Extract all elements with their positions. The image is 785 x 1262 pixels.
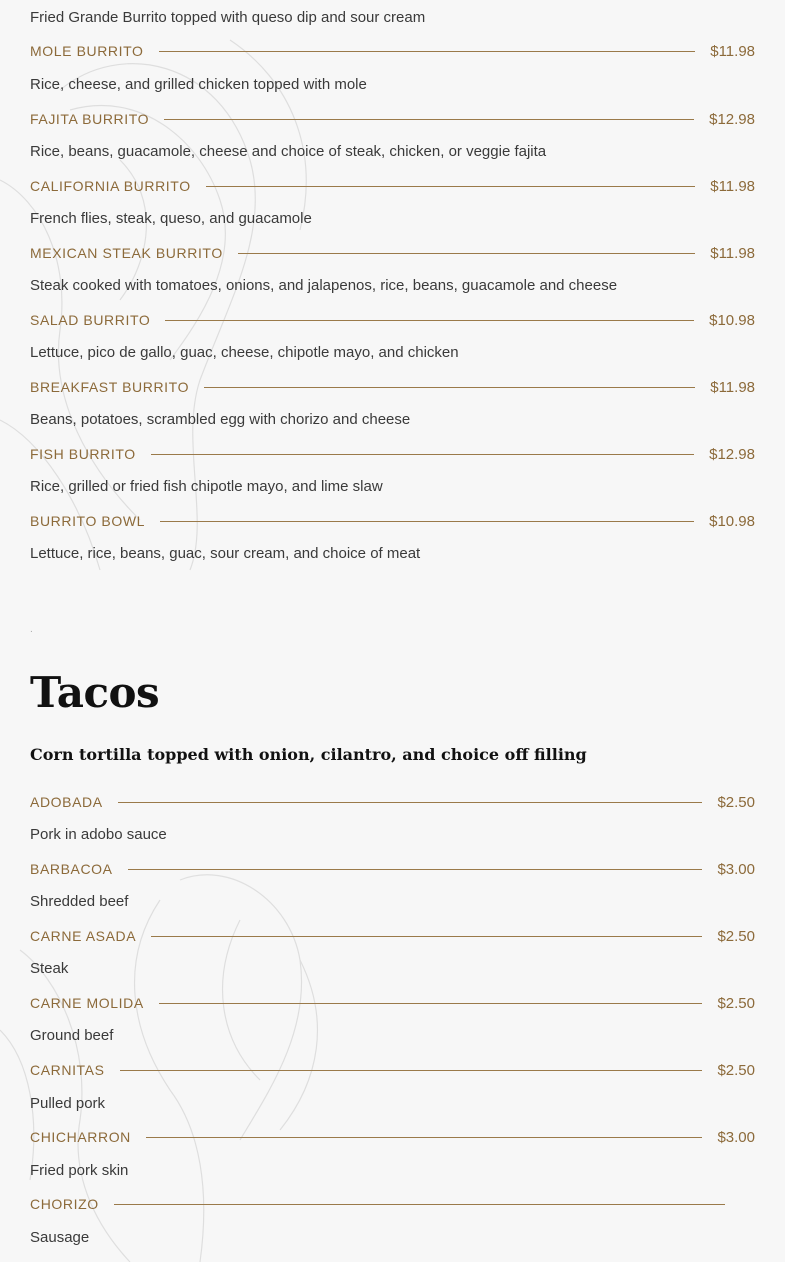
menu-item-barbacoa xyxy=(30,859,755,879)
price-leader-line xyxy=(128,869,703,870)
menu-item-carne-molida xyxy=(30,993,755,1013)
item-price: $12.98 xyxy=(709,445,755,463)
price-leader-line xyxy=(159,51,696,52)
item-name: BREAKFAST BURRITO xyxy=(30,379,190,395)
menu-item-chorizo xyxy=(30,1194,740,1214)
item-description: Pulled pork xyxy=(30,1095,106,1112)
item-name: FISH BURRITO xyxy=(30,446,136,462)
item-name: SALAD BURRITO xyxy=(30,312,151,328)
item-description: Sausage xyxy=(30,1229,90,1246)
item-name: CHICHARRON xyxy=(30,1129,131,1145)
menu-item-breakfast-burrito xyxy=(30,377,755,397)
item-description: Fried pork skin xyxy=(30,1162,129,1179)
menu-item-chicharron xyxy=(30,1127,755,1147)
item-name: CARNITAS xyxy=(30,1062,105,1078)
item-name: BURRITO BOWL xyxy=(30,513,146,529)
item-name: CALIFORNIA BURRITO xyxy=(30,178,191,194)
menu-item-fish-burrito xyxy=(30,444,755,464)
item-description: Ground beef xyxy=(30,1027,114,1044)
item-price: $2.50 xyxy=(717,1061,755,1079)
item-price: $11.98 xyxy=(710,177,755,195)
item-description: French flies, steak, queso, and guacamole xyxy=(30,210,312,227)
menu-item-mexican-steak-burrito xyxy=(30,243,755,263)
separator-dot: . xyxy=(30,624,33,635)
item-name: MEXICAN STEAK BURRITO xyxy=(30,245,223,261)
item-description: Steak cooked with tomatoes, onions, and jalapenos, rice, beans, guacamole and cheese xyxy=(30,277,618,294)
item-description: Lettuce, rice, beans, guac, sour cream, and choice of meat xyxy=(30,545,421,562)
section-subtitle: Corn tortilla topped with onion, cilantro, and choice off filling xyxy=(30,745,587,764)
price-leader-line xyxy=(146,1137,703,1138)
price-leader-line xyxy=(151,936,702,937)
item-price: $2.50 xyxy=(717,927,755,945)
top-item-description: Fried Grande Burrito topped with queso dip and sour cream xyxy=(30,9,426,26)
price-leader-line xyxy=(160,521,694,522)
item-price: $10.98 xyxy=(709,311,755,329)
item-description: Pork in adobo sauce xyxy=(30,826,167,843)
item-name: MOLE BURRITO xyxy=(30,43,144,59)
menu-item-mole-burrito xyxy=(30,41,755,61)
menu-item-fajita-burrito xyxy=(30,109,755,129)
price-leader-line xyxy=(206,186,696,187)
item-price: $3.00 xyxy=(717,860,755,878)
item-name: CARNE ASADA xyxy=(30,928,137,944)
item-name: FAJITA BURRITO xyxy=(30,111,150,127)
menu-item-carne-asada xyxy=(30,926,755,946)
price-leader-line xyxy=(165,320,694,321)
item-name: BARBACOA xyxy=(30,861,113,877)
item-price: $11.98 xyxy=(710,378,755,396)
item-price: $2.50 xyxy=(717,793,755,811)
item-description: Rice, grilled or fried fish chipotle mayo, and lime slaw xyxy=(30,478,383,495)
item-name: CARNE MOLIDA xyxy=(30,995,144,1011)
price-leader-line xyxy=(238,253,695,254)
item-price: $10.98 xyxy=(709,512,755,530)
item-name: ADOBADA xyxy=(30,794,103,810)
item-description: Lettuce, pico de gallo, guac, cheese, chipotle mayo, and chicken xyxy=(30,344,459,361)
menu-item-salad-burrito xyxy=(30,310,755,330)
item-price: $2.50 xyxy=(717,994,755,1012)
price-leader-line xyxy=(159,1003,703,1004)
item-name: CHORIZO xyxy=(30,1196,99,1212)
menu-item-california-burrito xyxy=(30,176,755,196)
item-price: $11.98 xyxy=(710,244,755,262)
price-leader-line xyxy=(114,1204,725,1205)
price-leader-line xyxy=(151,454,694,455)
price-leader-line xyxy=(204,387,695,388)
menu-item-burrito-bowl xyxy=(30,511,755,531)
item-description: Shredded beef xyxy=(30,893,129,910)
item-description: Rice, cheese, and grilled chicken topped with mole xyxy=(30,76,367,93)
item-price: $12.98 xyxy=(709,110,755,128)
item-price: $3.00 xyxy=(717,1128,755,1146)
item-description: Steak xyxy=(30,960,69,977)
item-description: Beans, potatoes, scrambled egg with chorizo and cheese xyxy=(30,411,411,428)
menu-item-carnitas xyxy=(30,1060,755,1080)
item-price: $11.98 xyxy=(710,42,755,60)
price-leader-line xyxy=(120,1070,703,1071)
section-title-tacos: Tacos xyxy=(30,668,160,717)
menu-item-adobada xyxy=(30,792,755,812)
item-description: Rice, beans, guacamole, cheese and choice of steak, chicken, or veggie fajita xyxy=(30,143,547,160)
price-leader-line xyxy=(164,119,694,120)
price-leader-line xyxy=(118,802,703,803)
